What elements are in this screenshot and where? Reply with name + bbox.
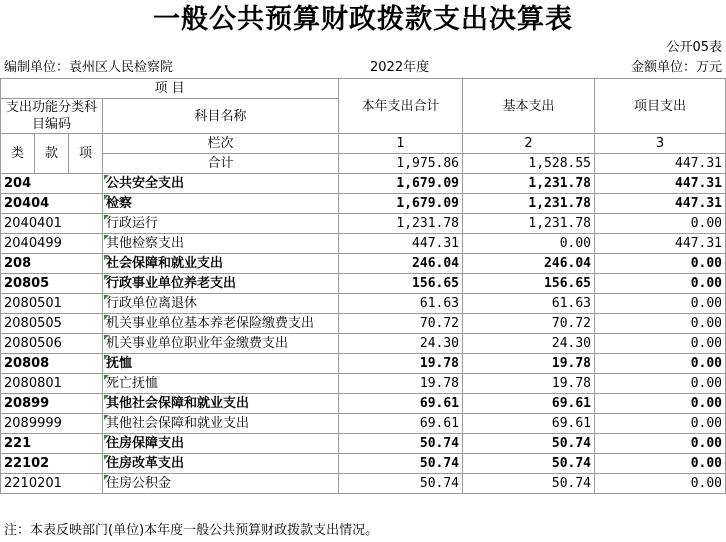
row-subject-name: 机关事业单位基本养老保险缴费支出 bbox=[103, 314, 339, 334]
row-project: 0.00 bbox=[595, 334, 726, 354]
row-project: 0.00 bbox=[595, 374, 726, 394]
row-code: 20805 bbox=[1, 274, 103, 294]
row-total: 24.30 bbox=[339, 334, 463, 354]
row-subject-name: 其他检察支出 bbox=[103, 234, 339, 254]
row-subject-name: 住房改革支出 bbox=[103, 454, 339, 474]
table-row bbox=[1, 214, 726, 234]
header-kuan: 款 bbox=[35, 134, 69, 174]
header-lanci: 栏次 bbox=[103, 134, 339, 154]
row-basic: 61.63 bbox=[463, 294, 595, 314]
row-code: 22102 bbox=[1, 454, 103, 474]
row-project: 447.31 bbox=[595, 174, 726, 194]
row-total: 70.72 bbox=[339, 314, 463, 334]
row-basic: 156.65 bbox=[463, 274, 595, 294]
row-subject-name: 抚恤 bbox=[103, 354, 339, 374]
row-code: 2080506 bbox=[1, 334, 103, 354]
row-project: 0.00 bbox=[595, 314, 726, 334]
row-code: 2080501 bbox=[1, 294, 103, 314]
reporting-unit: 编制单位：袁州区人民检察院 bbox=[4, 60, 174, 75]
row-subject-name: 行政单位离退休 bbox=[103, 294, 339, 314]
table-row bbox=[1, 294, 726, 314]
table-row bbox=[1, 474, 726, 494]
header-row-lanci bbox=[1, 134, 726, 154]
table-row bbox=[1, 254, 726, 274]
row-subject-name: 其他社会保障和就业支出 bbox=[103, 394, 339, 414]
row-project: 0.00 bbox=[595, 474, 726, 494]
row-subject-name: 住房保障支出 bbox=[103, 434, 339, 454]
row-code: 2210201 bbox=[1, 474, 103, 494]
header-subject-name: 科目名称 bbox=[103, 99, 339, 134]
row-code: 20404 bbox=[1, 194, 103, 214]
header-func-code: 支出功能分类科目编码 bbox=[1, 99, 103, 134]
row-total: 19.78 bbox=[339, 374, 463, 394]
row-project: 0.00 bbox=[595, 354, 726, 374]
row-project: 447.31 bbox=[595, 234, 726, 254]
row-project: 0.00 bbox=[595, 454, 726, 474]
row-total: 156.65 bbox=[339, 274, 463, 294]
row-subject-name: 社会保障和就业支出 bbox=[103, 254, 339, 274]
row-total: 1,679.09 bbox=[339, 194, 463, 214]
row-code: 2089999 bbox=[1, 414, 103, 434]
table-row bbox=[1, 194, 726, 214]
total-project: 447.31 bbox=[595, 154, 726, 174]
header-col-total: 本年支出合计 bbox=[339, 79, 463, 134]
row-project: 0.00 bbox=[595, 414, 726, 434]
header-xiang: 项 bbox=[69, 134, 103, 174]
table-row bbox=[1, 414, 726, 434]
row-subject-name: 死亡抚恤 bbox=[103, 374, 339, 394]
row-total: 1,679.09 bbox=[339, 174, 463, 194]
row-basic: 50.74 bbox=[463, 474, 595, 494]
row-code: 204 bbox=[1, 174, 103, 194]
table-row bbox=[1, 234, 726, 254]
row-subject-name: 行政运行 bbox=[103, 214, 339, 234]
row-basic: 246.04 bbox=[463, 254, 595, 274]
table-row bbox=[1, 434, 726, 454]
table-row bbox=[1, 314, 726, 334]
form-number: 公开05表 bbox=[666, 40, 722, 55]
report-year: 2022年度 bbox=[370, 60, 430, 75]
expenditure-table bbox=[0, 78, 726, 494]
row-subject-name: 机关事业单位职业年金缴费支出 bbox=[103, 334, 339, 354]
row-total: 69.61 bbox=[339, 414, 463, 434]
row-basic: 24.30 bbox=[463, 334, 595, 354]
row-basic: 0.00 bbox=[463, 234, 595, 254]
header-row-item bbox=[1, 79, 726, 99]
table-row bbox=[1, 394, 726, 414]
row-basic: 69.61 bbox=[463, 414, 595, 434]
header-col-basic: 基本支出 bbox=[463, 79, 595, 134]
table-note: 注：本表反映部门(单位)本年度一般公共预算财政拨款支出情况。 bbox=[4, 523, 379, 538]
header-lei: 类 bbox=[1, 134, 35, 174]
table-row bbox=[1, 334, 726, 354]
table-row bbox=[1, 454, 726, 474]
amount-unit: 金额单位：万元 bbox=[630, 60, 722, 75]
row-basic: 19.78 bbox=[463, 354, 595, 374]
row-subject-name: 住房公积金 bbox=[103, 474, 339, 494]
row-code: 2040401 bbox=[1, 214, 103, 234]
row-basic: 1,231.78 bbox=[463, 194, 595, 214]
row-total: 50.74 bbox=[339, 454, 463, 474]
row-code: 20899 bbox=[1, 394, 103, 414]
row-code: 221 bbox=[1, 434, 103, 454]
report-meta bbox=[0, 58, 726, 78]
row-subject-name: 行政事业单位养老支出 bbox=[103, 274, 339, 294]
row-code: 208 bbox=[1, 254, 103, 274]
total-basic: 1,528.55 bbox=[463, 154, 595, 174]
table-row bbox=[1, 354, 726, 374]
row-project: 0.00 bbox=[595, 394, 726, 414]
row-project: 0.00 bbox=[595, 274, 726, 294]
total-amount: 1,975.86 bbox=[339, 154, 463, 174]
row-total: 69.61 bbox=[339, 394, 463, 414]
row-total: 447.31 bbox=[339, 234, 463, 254]
row-basic: 70.72 bbox=[463, 314, 595, 334]
row-code: 20808 bbox=[1, 354, 103, 374]
row-project: 0.00 bbox=[595, 434, 726, 454]
row-basic: 50.74 bbox=[463, 454, 595, 474]
row-code: 2080505 bbox=[1, 314, 103, 334]
total-label: 合计 bbox=[103, 154, 339, 174]
row-total: 61.63 bbox=[339, 294, 463, 314]
row-basic: 19.78 bbox=[463, 374, 595, 394]
row-subject-name: 检察 bbox=[103, 194, 339, 214]
row-basic: 50.74 bbox=[463, 434, 595, 454]
report-title: 一般公共预算财政拨款支出决算表 bbox=[153, 4, 573, 35]
row-code: 2080801 bbox=[1, 374, 103, 394]
row-project: 0.00 bbox=[595, 294, 726, 314]
row-total: 1,231.78 bbox=[339, 214, 463, 234]
row-code: 2040499 bbox=[1, 234, 103, 254]
row-project: 0.00 bbox=[595, 214, 726, 234]
table-row bbox=[1, 274, 726, 294]
row-total: 246.04 bbox=[339, 254, 463, 274]
row-total: 50.74 bbox=[339, 434, 463, 454]
row-total: 19.78 bbox=[339, 354, 463, 374]
table-row bbox=[1, 174, 726, 194]
row-project: 0.00 bbox=[595, 254, 726, 274]
column-number-2: 2 bbox=[463, 134, 595, 154]
row-basic: 69.61 bbox=[463, 394, 595, 414]
column-number-1: 1 bbox=[339, 134, 463, 154]
header-col-project: 项目支出 bbox=[595, 79, 726, 134]
total-row bbox=[1, 154, 726, 174]
row-subject-name: 公共安全支出 bbox=[103, 174, 339, 194]
row-subject-name: 其他社会保障和就业支出 bbox=[103, 414, 339, 434]
row-basic: 1,231.78 bbox=[463, 174, 595, 194]
row-basic: 1,231.78 bbox=[463, 214, 595, 234]
table-row bbox=[1, 374, 726, 394]
header-item: 项 目 bbox=[1, 79, 339, 99]
column-number-3: 3 bbox=[595, 134, 726, 154]
row-total: 50.74 bbox=[339, 474, 463, 494]
row-project: 447.31 bbox=[595, 194, 726, 214]
